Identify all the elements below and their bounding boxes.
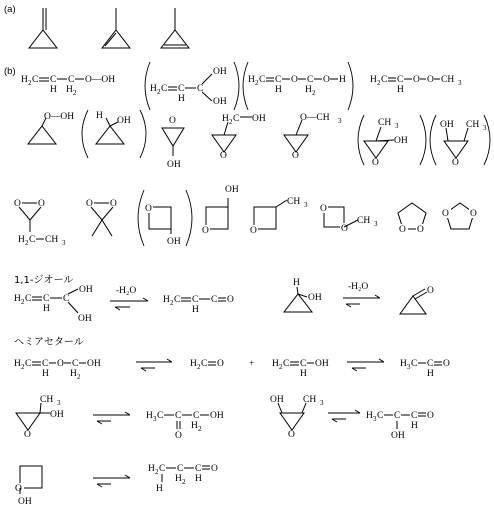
methyl-oxiranol-cis bbox=[430, 115, 490, 168]
svg-text:O: O bbox=[24, 430, 31, 440]
svg-text:2: 2 bbox=[155, 468, 159, 476]
svg-text:O: O bbox=[372, 158, 379, 168]
svg-text:3: 3 bbox=[407, 363, 411, 371]
svg-text:OH: OH bbox=[213, 67, 227, 77]
svg-text:C: C bbox=[201, 359, 208, 369]
svg-text:H: H bbox=[411, 421, 418, 431]
svg-text:3: 3 bbox=[374, 220, 378, 228]
svg-text:C: C bbox=[275, 75, 282, 85]
svg-text:OH: OH bbox=[78, 314, 92, 324]
vinyl-alcohol bbox=[272, 359, 329, 379]
svg-text:O: O bbox=[227, 295, 234, 305]
svg-text:H: H bbox=[43, 304, 50, 314]
svg-text:C: C bbox=[397, 75, 404, 85]
svg-text:OH: OH bbox=[391, 431, 405, 441]
equilibrium-arrow-diol-2 bbox=[343, 282, 380, 307]
svg-text:-H₂O: -H₂O bbox=[348, 282, 369, 292]
svg-text:C: C bbox=[174, 295, 181, 305]
svg-text:O: O bbox=[417, 225, 424, 235]
svg-text:H: H bbox=[14, 359, 21, 369]
svg-text:O: O bbox=[470, 209, 477, 219]
svg-text:O: O bbox=[427, 411, 434, 421]
svg-text:O: O bbox=[220, 151, 227, 161]
svg-text:CH: CH bbox=[357, 216, 371, 226]
svg-text:C: C bbox=[377, 411, 384, 421]
svg-text:C: C bbox=[177, 464, 184, 474]
svg-text:C: C bbox=[411, 411, 418, 421]
svg-text:H: H bbox=[427, 369, 434, 379]
oxetanol-reactant bbox=[14, 466, 42, 507]
svg-text:C: C bbox=[157, 411, 164, 421]
svg-text:H: H bbox=[300, 369, 307, 379]
vinyl-oxy-methanol bbox=[243, 62, 353, 110]
svg-text:H: H bbox=[248, 75, 255, 85]
methoxy-oxirane bbox=[284, 113, 342, 161]
svg-text:OH: OH bbox=[213, 97, 227, 107]
svg-text:C: C bbox=[192, 295, 199, 305]
svg-text:C: C bbox=[32, 75, 39, 85]
equilibrium-arrow-oxirane-1 bbox=[93, 412, 130, 424]
svg-text:3: 3 bbox=[338, 117, 342, 125]
svg-text:H: H bbox=[272, 359, 279, 369]
svg-text:C: C bbox=[259, 75, 266, 85]
svg-text:2: 2 bbox=[170, 299, 174, 307]
svg-text:H: H bbox=[50, 85, 57, 95]
svg-text:H: H bbox=[222, 114, 229, 124]
svg-text:O: O bbox=[413, 75, 420, 85]
methyl-oxiranol-cis-reactant bbox=[270, 395, 324, 440]
svg-text:C: C bbox=[178, 84, 185, 94]
svg-text:O: O bbox=[86, 199, 93, 209]
svg-text:C: C bbox=[411, 359, 418, 369]
hydroxypropanal bbox=[148, 464, 218, 494]
svg-text:H: H bbox=[191, 421, 198, 431]
svg-text:CH: CH bbox=[466, 120, 480, 130]
oxiranol bbox=[162, 116, 184, 170]
svg-text:OH: OH bbox=[315, 359, 329, 369]
cyclopropyl-hydroperoxide bbox=[28, 112, 74, 144]
part-b-label: (b) bbox=[4, 66, 16, 77]
svg-text:C: C bbox=[161, 84, 168, 94]
svg-text:O: O bbox=[202, 226, 209, 236]
oxetanol-3 bbox=[138, 190, 192, 247]
svg-text:2: 2 bbox=[25, 239, 29, 247]
section-hemiacetal-label: ヘミアセタール bbox=[14, 337, 84, 348]
svg-text:3: 3 bbox=[304, 201, 308, 209]
allyl-hydroperoxide bbox=[21, 75, 115, 97]
svg-text:C: C bbox=[25, 359, 32, 369]
svg-text:H: H bbox=[156, 484, 163, 494]
acrolein bbox=[163, 295, 234, 315]
svg-text:CH: CH bbox=[40, 395, 54, 405]
svg-text:O: O bbox=[175, 431, 182, 441]
svg-text:O: O bbox=[291, 75, 298, 85]
svg-text:2: 2 bbox=[229, 118, 233, 126]
svg-text:O: O bbox=[288, 430, 295, 440]
svg-text:C: C bbox=[394, 411, 401, 421]
svg-text:OH: OH bbox=[18, 497, 32, 507]
svg-text:2: 2 bbox=[255, 79, 259, 87]
svg-text:O: O bbox=[427, 75, 434, 85]
svg-text:2: 2 bbox=[21, 363, 25, 371]
svg-text:OH: OH bbox=[225, 185, 239, 195]
oxiranyl-methanol bbox=[212, 114, 266, 161]
svg-text:C: C bbox=[283, 359, 290, 369]
svg-text:OH: OH bbox=[308, 293, 322, 303]
svg-text:2: 2 bbox=[279, 363, 283, 371]
svg-text:H: H bbox=[178, 94, 185, 104]
svg-text:3: 3 bbox=[458, 79, 462, 87]
svg-text:O: O bbox=[341, 224, 348, 234]
svg-text:C: C bbox=[193, 411, 200, 421]
svg-text:OH: OH bbox=[440, 120, 454, 130]
svg-text:H: H bbox=[146, 411, 153, 421]
svg-text:CH: CH bbox=[45, 235, 59, 245]
svg-text:O: O bbox=[323, 75, 330, 85]
svg-text:O: O bbox=[145, 204, 152, 214]
acetaldehyde bbox=[400, 359, 450, 379]
svg-text:OH: OH bbox=[167, 160, 181, 170]
methyl-oxiranol-reactant bbox=[16, 395, 64, 440]
svg-text:C: C bbox=[307, 75, 314, 85]
svg-text:C: C bbox=[159, 464, 166, 474]
svg-text:H: H bbox=[192, 305, 199, 315]
section-diol-label: 1,1-ジオール bbox=[14, 275, 74, 286]
svg-text:O—OH: O—OH bbox=[44, 112, 75, 122]
svg-text:C: C bbox=[300, 359, 307, 369]
methylcyclopropene-3 bbox=[161, 8, 189, 48]
svg-text:H: H bbox=[163, 295, 170, 305]
svg-text:O: O bbox=[217, 359, 224, 369]
svg-text:C: C bbox=[68, 75, 75, 85]
equilibrium-arrow-hemiacetal-1 bbox=[136, 359, 172, 371]
svg-text:H: H bbox=[14, 294, 21, 304]
dimethyl-dioxirane bbox=[86, 199, 117, 236]
svg-text:CH: CH bbox=[441, 75, 455, 85]
svg-text:H: H bbox=[42, 369, 49, 379]
svg-text:CH: CH bbox=[287, 197, 301, 207]
svg-text:O: O bbox=[292, 151, 299, 161]
svg-text:OH: OH bbox=[210, 411, 224, 421]
propene-diol-reactant bbox=[14, 285, 93, 324]
svg-text:H: H bbox=[370, 75, 377, 85]
svg-text:2: 2 bbox=[21, 298, 25, 306]
svg-text:C: C bbox=[233, 114, 240, 124]
svg-text:OH: OH bbox=[252, 114, 266, 124]
equilibrium-arrow-hemiacetal-2 bbox=[347, 359, 384, 371]
svg-text:O: O bbox=[15, 484, 22, 494]
svg-text:C: C bbox=[43, 294, 50, 304]
svg-text:H: H bbox=[339, 75, 346, 85]
svg-text:O: O bbox=[169, 116, 176, 126]
formaldehyde bbox=[190, 359, 224, 371]
svg-text:H: H bbox=[66, 85, 73, 95]
svg-text:2: 2 bbox=[73, 89, 77, 97]
svg-text:3: 3 bbox=[373, 415, 377, 423]
svg-text:C: C bbox=[197, 84, 204, 94]
svg-text:H: H bbox=[400, 359, 407, 369]
svg-text:3: 3 bbox=[395, 122, 399, 130]
svg-text:CH: CH bbox=[378, 118, 392, 128]
svg-text:H: H bbox=[190, 359, 197, 369]
cyclopropane-diol bbox=[82, 110, 146, 158]
methyl-oxetane bbox=[248, 197, 308, 236]
svg-text:2: 2 bbox=[77, 373, 81, 381]
svg-text:C: C bbox=[42, 359, 49, 369]
plus-sign: + bbox=[249, 359, 255, 369]
svg-text:O: O bbox=[110, 199, 117, 209]
svg-text:OH: OH bbox=[394, 136, 408, 146]
svg-text:O—OH: O—OH bbox=[85, 75, 116, 85]
svg-text:H: H bbox=[293, 278, 300, 288]
ethyl-dioxirane bbox=[14, 199, 66, 247]
svg-text:O: O bbox=[442, 209, 449, 219]
svg-text:OH: OH bbox=[167, 237, 181, 247]
part-a-label: (a) bbox=[4, 4, 16, 15]
equilibrium-arrow-diol-1 bbox=[110, 286, 148, 310]
cyclopropane-diol-reactant bbox=[284, 278, 322, 312]
svg-text:O: O bbox=[57, 359, 64, 369]
svg-text:O: O bbox=[427, 286, 434, 296]
hydroxyacetone bbox=[146, 411, 224, 441]
svg-text:H: H bbox=[70, 369, 77, 379]
dioxolane-1-3 bbox=[441, 203, 479, 229]
svg-text:3: 3 bbox=[320, 399, 324, 407]
svg-text:C: C bbox=[72, 359, 79, 369]
svg-text:2: 2 bbox=[182, 478, 186, 486]
svg-text:C: C bbox=[175, 411, 182, 421]
svg-text:C: C bbox=[63, 294, 70, 304]
svg-text:H: H bbox=[96, 111, 103, 121]
svg-text:2: 2 bbox=[312, 89, 316, 97]
svg-text:3: 3 bbox=[62, 239, 66, 247]
svg-text:3: 3 bbox=[483, 124, 487, 132]
svg-text:OH: OH bbox=[50, 410, 64, 420]
svg-text:H: H bbox=[148, 464, 155, 474]
methylcyclopropene-1 bbox=[102, 8, 130, 48]
propene-diol bbox=[145, 62, 239, 110]
svg-text:O: O bbox=[452, 158, 459, 168]
equilibrium-arrow-oxirane-2 bbox=[328, 410, 360, 422]
svg-text:-H₂O: -H₂O bbox=[116, 286, 137, 296]
svg-text:OH: OH bbox=[79, 285, 93, 295]
svg-text:C: C bbox=[427, 359, 434, 369]
methyl-vinyl-peroxide bbox=[370, 75, 462, 95]
svg-text:O: O bbox=[443, 359, 450, 369]
svg-text:OH: OH bbox=[87, 359, 101, 369]
svg-text:C: C bbox=[29, 235, 36, 245]
methylenecyclopropane bbox=[29, 8, 57, 48]
svg-text:H: H bbox=[150, 84, 157, 94]
svg-text:H: H bbox=[366, 411, 373, 421]
svg-text:H: H bbox=[195, 474, 202, 484]
vinyloxy-methanol-reactant bbox=[14, 359, 101, 381]
cyclopropanone bbox=[400, 286, 434, 314]
svg-text:2: 2 bbox=[197, 363, 201, 371]
svg-text:O: O bbox=[211, 464, 218, 474]
svg-text:H: H bbox=[175, 474, 182, 484]
svg-text:2: 2 bbox=[377, 79, 381, 87]
svg-text:C: C bbox=[381, 75, 388, 85]
methyl-dioxetane bbox=[318, 203, 378, 234]
dioxolane-1-2 bbox=[398, 203, 426, 235]
svg-text:3: 3 bbox=[153, 415, 157, 423]
svg-text:O: O bbox=[38, 199, 45, 209]
svg-text:OH: OH bbox=[117, 116, 131, 126]
oxetanol-2 bbox=[200, 185, 239, 236]
lactaldehyde bbox=[366, 411, 434, 441]
svg-text:O: O bbox=[14, 199, 21, 209]
svg-text:H: H bbox=[275, 85, 282, 95]
svg-text:CH: CH bbox=[303, 395, 317, 405]
svg-text:O: O bbox=[250, 226, 257, 236]
equilibrium-arrow-oxetane bbox=[93, 475, 130, 487]
svg-text:O: O bbox=[320, 204, 327, 214]
svg-text:H: H bbox=[21, 75, 28, 85]
svg-text:2: 2 bbox=[157, 88, 161, 96]
svg-text:H: H bbox=[305, 85, 312, 95]
svg-text:O—CH: O—CH bbox=[300, 113, 330, 123]
svg-text:3: 3 bbox=[57, 399, 61, 407]
svg-text:OH: OH bbox=[270, 395, 284, 405]
svg-text:O: O bbox=[399, 225, 406, 235]
svg-text:C: C bbox=[50, 75, 57, 85]
svg-text:2: 2 bbox=[198, 425, 202, 433]
svg-text:H: H bbox=[397, 85, 404, 95]
svg-text:C: C bbox=[211, 295, 218, 305]
svg-text:H: H bbox=[18, 235, 25, 245]
svg-text:2: 2 bbox=[28, 79, 32, 87]
svg-text:C: C bbox=[25, 294, 32, 304]
svg-text:C: C bbox=[195, 464, 202, 474]
methyl-oxiranol bbox=[358, 115, 426, 168]
